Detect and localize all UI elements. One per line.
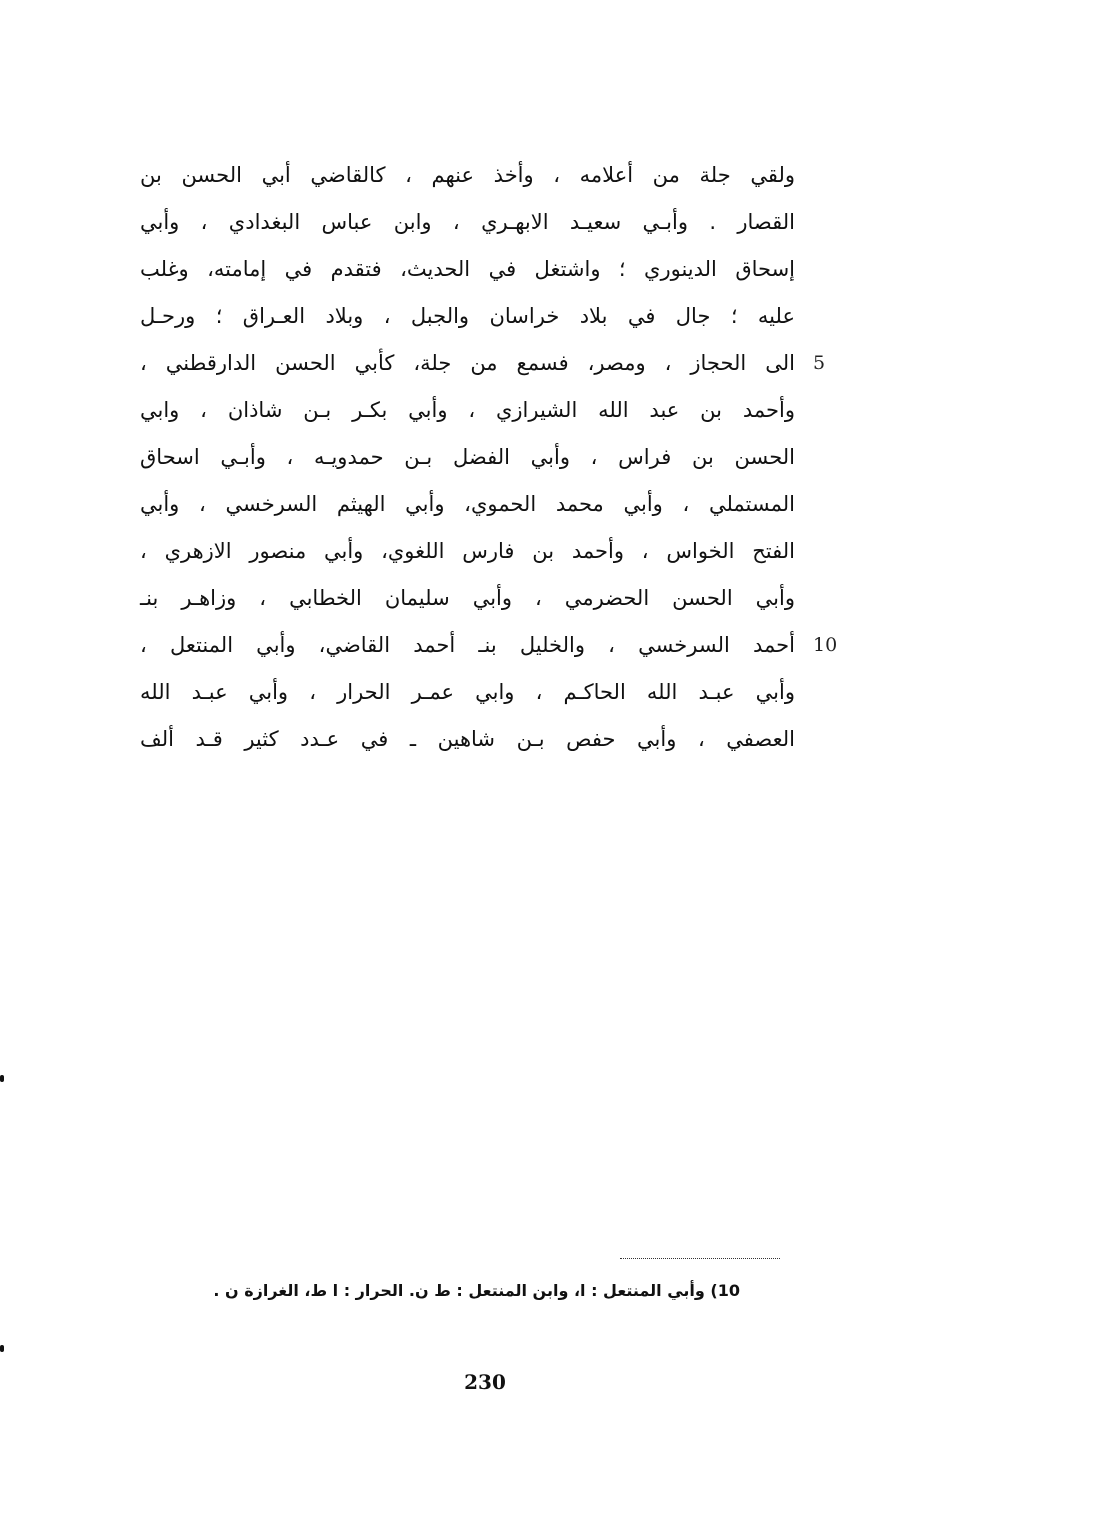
- scan-edge-mark: [0, 1075, 4, 1082]
- text-line: [140, 246, 795, 293]
- text-line: [140, 575, 795, 622]
- line-text: القصار . وأبـي سعيـد الابهـري ، وابن عباس البغدادي ، وأبي: [140, 210, 795, 234]
- text-line: [140, 387, 795, 434]
- text-line: [140, 293, 795, 340]
- line-text: المستملي ، وأبي محمد الحموي، وأبي الهيثم السرخسي ، وأبي: [140, 492, 795, 516]
- line-text: الحسن بن فراس ، وأبي الفضل بـن حمدويـه ، وأبـي اسحاق: [140, 445, 795, 469]
- text-line: [140, 152, 795, 199]
- text-line: [140, 528, 795, 575]
- text-line: [140, 340, 826, 387]
- line-text: أحمد السرخسي ، والخليل بنـ أحمد القاضي، وأبي المنتعل ،: [140, 633, 795, 657]
- line-text: ولقي جلة من أعلامه ، وأخذ عنهم ، كالقاضي أبي الحسن بن: [140, 163, 795, 187]
- line-text: وأبي الحسن الحضرمي ، وأبي سليمان الخطابي ، وزاهـر بنـ: [140, 586, 795, 610]
- text-line: [140, 199, 795, 246]
- line-text: وأبي عبـد الله الحاكـم ، وابي عمـر الحرار ، وأبي عبـد الله: [140, 680, 795, 704]
- line-text: وأحمد بن عبد الله الشيرازي ، وأبي بكـر بـن شاذان ، وابي: [140, 398, 795, 422]
- line-text: الفتح الخواس ، وأحمد بن فارس اللغوي، وأبي منصور الازهري ،: [140, 539, 795, 563]
- line-text: عليه ؛ جال في بلاد خراسان والجبل ، وبلاد العـراق ؛ ورحـل: [140, 304, 795, 328]
- main-text-block: [140, 152, 838, 763]
- footnote-separator: [620, 1258, 780, 1259]
- line-number: 5: [813, 352, 826, 374]
- scan-edge-mark: [0, 1345, 4, 1352]
- text-line: [140, 669, 795, 716]
- line-number: 10: [813, 634, 838, 656]
- footnote: 10) وأبي المنتعل : ا، وابن المنتعل : ط ن. الحرار : ا ط، الغرازة ن .: [213, 1281, 740, 1300]
- line-text: العصفي ، وأبي حفص بـن شاهين ـ في عـدد كثير قـد ألف: [140, 727, 795, 751]
- text-line: [140, 716, 795, 763]
- line-text: الى الحجاز ، ومصر، فسمع من جلة، كأبي الحسن الدارقطني ،: [140, 351, 795, 375]
- page-number: 230: [464, 1370, 506, 1394]
- text-line: [140, 481, 795, 528]
- text-line: [140, 434, 795, 481]
- text-line: [140, 622, 838, 669]
- line-text: إسحاق الدينوري ؛ واشتغل في الحديث، فتقدم في إمامته، وغلب: [140, 257, 795, 281]
